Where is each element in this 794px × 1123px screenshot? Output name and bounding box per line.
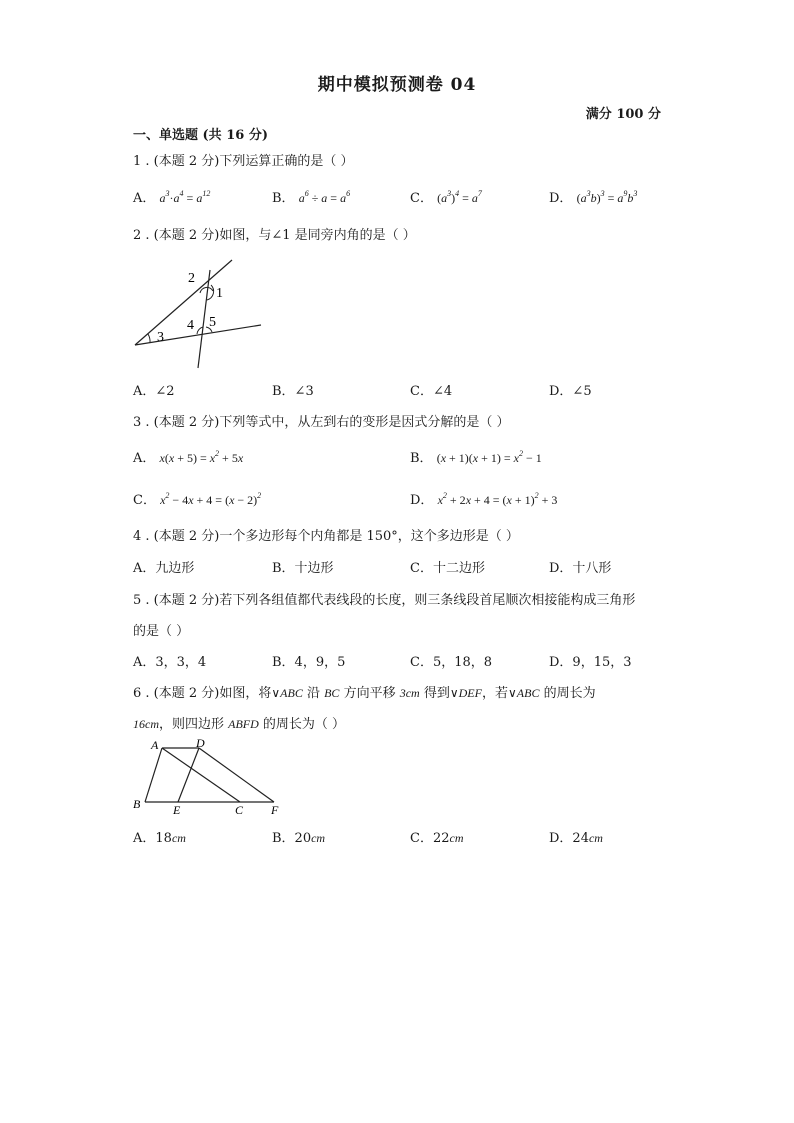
q5-option-d: D．9，15，3 xyxy=(549,655,632,670)
q6-option-a: A．18cm xyxy=(133,831,186,846)
vertex-label: B xyxy=(133,797,141,811)
q2-option-c: C．∠4 xyxy=(410,384,453,399)
q4-option-b: B．十边形 xyxy=(272,561,334,576)
section-heading: 一、单选题 (共 16 分) xyxy=(133,128,268,143)
q2-stem: 2 . (本题 2 分)如图，与∠1 是同旁内角的是（ ） xyxy=(133,228,416,243)
q2-angle-figure xyxy=(130,255,270,375)
vertex-label: F xyxy=(271,803,279,817)
segment-df xyxy=(199,748,274,802)
q5-stem: 5 . (本题 2 分)若下列各组值都代表线段的长度，则三条线段首尾顺次相接能构成三角形 xyxy=(133,593,636,608)
angle-label: 3 xyxy=(157,330,164,345)
angle-arc-3 xyxy=(148,334,150,343)
angle-arc-2 xyxy=(200,287,213,293)
angle-label: 5 xyxy=(209,315,216,330)
full-score: 满分 100 分 xyxy=(585,107,661,122)
q4-stem: 4 . (本题 2 分)一个多边形每个内角都是 150°，这个多边形是（ ） xyxy=(133,529,519,544)
angle-label: 4 xyxy=(187,318,194,333)
q5-option-b: B．4，9，5 xyxy=(272,655,346,670)
vertex-label: C xyxy=(235,803,244,817)
q2-option-a: A．∠2 xyxy=(133,384,175,399)
segment-ab xyxy=(145,748,162,802)
vertex-label: A xyxy=(151,738,159,752)
q4-option-d: D．十八形 xyxy=(549,561,612,576)
q2-option-d: D．∠5 xyxy=(549,384,592,399)
vertex-label: D xyxy=(196,736,205,750)
q3-option-a: A． $x(x + 5) = x^2 + 5x$ xyxy=(133,449,244,466)
q4-option-c: C．十二边形 xyxy=(410,561,485,576)
q5-option-a: A．3，3，4 xyxy=(133,655,207,670)
q1-option-a: A． $a^3\cdot a^4 = a^{12}$ xyxy=(133,189,211,206)
q6-stem: 6 . (本题 2 分)如图，将∨ABC 沿 BC 方向平移 3cm 得到∨DEF，若∨ABC 的周长为 xyxy=(133,686,596,701)
q6-translation-figure xyxy=(130,736,290,818)
q5-stem-cont: 的是（ ） xyxy=(133,624,190,639)
q3-option-c: C． $x^2 - 4x + 4 = (x - 2)^2$ xyxy=(133,491,262,508)
segment-de xyxy=(178,748,199,802)
page-title: 期中模拟预测卷 04 xyxy=(317,75,477,95)
q1-stem: 1 . (本题 2 分)下列运算正确的是（ ） xyxy=(133,154,354,169)
q1-option-d: D． $(a^3b)^3 = a^9b^3$ xyxy=(549,189,638,206)
q3-stem: 3 . (本题 2 分)下列等式中，从左到右的变形是因式分解的是（ ） xyxy=(133,415,510,430)
angle-label: 2 xyxy=(188,271,195,286)
angle-label: 1 xyxy=(216,286,223,301)
q3-option-d: D． $x^2 + 2x + 4 = (x + 1)^2 + 3$ xyxy=(410,491,558,508)
q5-option-c: C．5，18，8 xyxy=(410,655,493,670)
segment-ac xyxy=(162,748,240,802)
q1-option-c: C． $(a^3)^4 = a^7$ xyxy=(410,189,482,206)
q2-option-b: B．∠3 xyxy=(272,384,314,399)
q6-option-c: C．22cm xyxy=(410,831,464,846)
q6-option-d: D．24cm xyxy=(549,831,603,846)
vertex-label: E xyxy=(173,803,181,817)
q3-option-b: B． $(x + 1)(x + 1) = x^2 - 1$ xyxy=(410,449,542,466)
q4-option-a: A．九边形 xyxy=(133,561,195,576)
q6-stem-cont: 16cm，则四边形 ABFD 的周长为（ ） xyxy=(133,717,346,732)
q6-option-b: B．20cm xyxy=(272,831,326,846)
q1-option-b: B． $a^6 \div a = a^6$ xyxy=(272,189,351,206)
